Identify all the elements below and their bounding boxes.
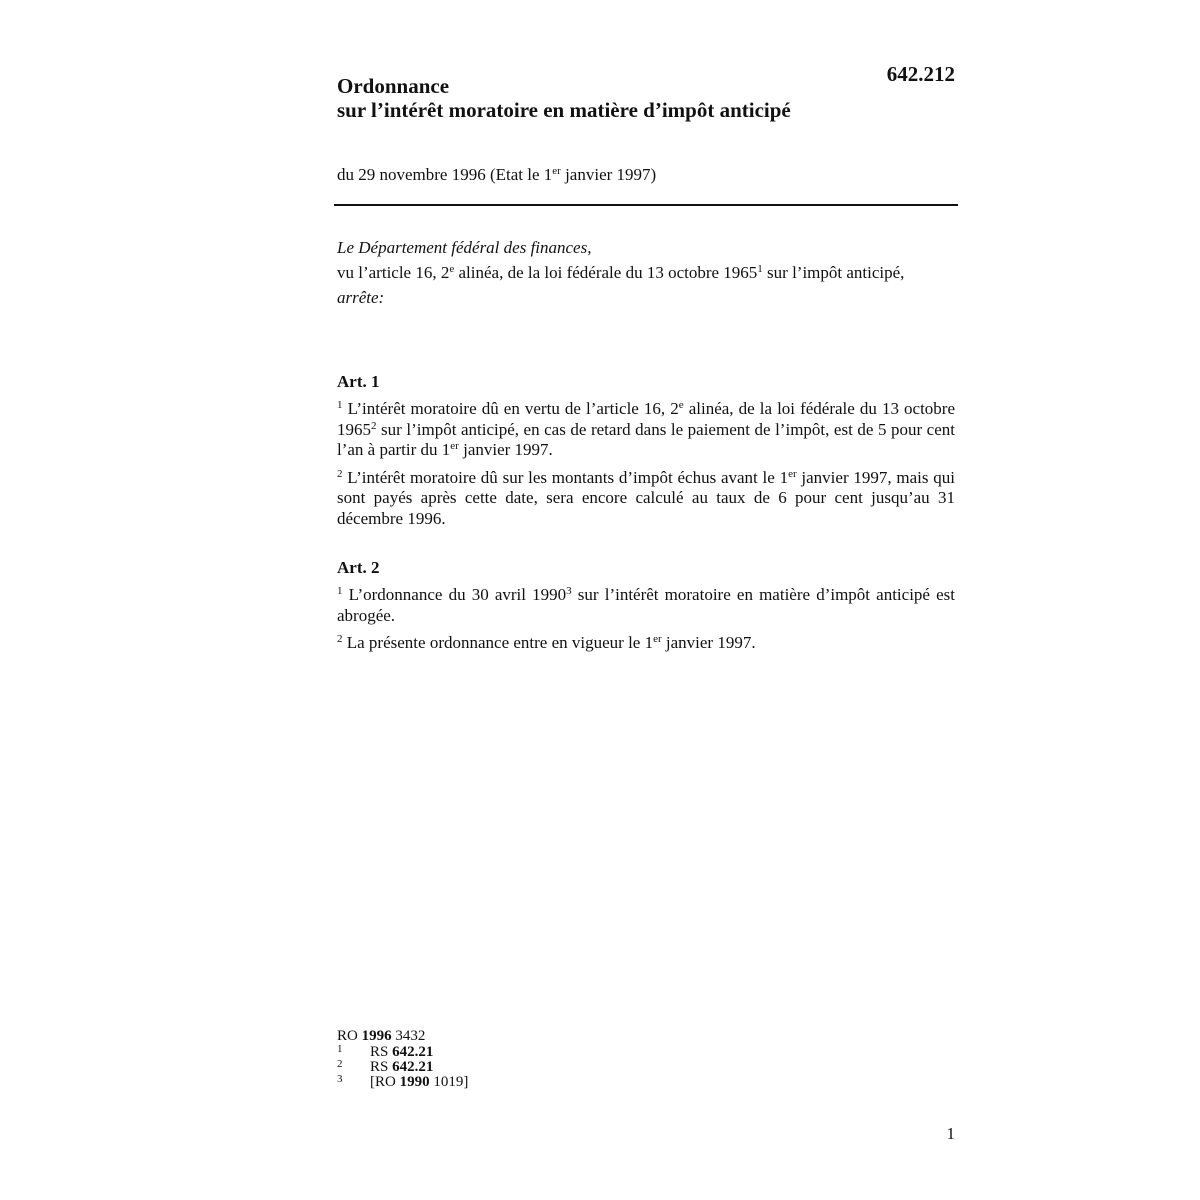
ro-year: 1996	[361, 1028, 392, 1044]
footnote-text: RS	[370, 1044, 393, 1060]
footnote-1: 1 RS 642.21	[337, 1043, 434, 1060]
footnote-3: 3 [RO 1990 1019]	[337, 1073, 469, 1090]
article-1-paragraph-1	[337, 399, 955, 461]
footnote-ref-3[interactable]: 3	[566, 585, 572, 597]
footnote-ref-1[interactable]: 1	[757, 263, 763, 275]
article-2-paragraph-2	[337, 633, 955, 654]
paragraph-text: L’intérêt moratoire dû sur les montants d’impôt échus avant le 1	[342, 467, 789, 487]
footnote-text: RS	[370, 1059, 393, 1075]
article-1	[337, 371, 955, 536]
paragraph-number: 2	[337, 467, 343, 480]
page-number: 1	[946, 1124, 955, 1143]
basis-sup: e	[449, 263, 455, 275]
paragraph-text: sur l’intérêt moratoire en matière d’impôt anticipé est abrogée.	[337, 585, 955, 625]
paragraph-number: 1	[337, 585, 343, 597]
footnote-ref-2[interactable]: 2	[371, 419, 377, 432]
document-date	[337, 164, 656, 186]
paragraph-text: L’intérêt moratoire dû en vertu de l’article 16, 2	[342, 399, 679, 418]
paragraph-text: sur l’impôt anticipé, en cas de retard dans le paiement de l’impôt, est de 5 pour cent l’an à partir du 1	[337, 419, 955, 459]
preamble	[337, 235, 957, 310]
date-suffix: janvier 1997)	[560, 165, 657, 184]
footnote-bold: 1990	[399, 1074, 430, 1090]
basis-text: vu l’article 16, 2	[337, 263, 450, 282]
sr-number: 642.212	[886, 62, 955, 86]
paragraph-text: janvier 1997.	[661, 633, 756, 652]
footnote-text: [RO	[370, 1074, 400, 1090]
article-2-heading: Art. 2	[337, 558, 380, 577]
paragraph-text: alinéa, de la loi fédérale du 13 octobre 1965	[337, 399, 955, 439]
superscript: er	[788, 467, 797, 480]
ro-page: 3432	[391, 1028, 426, 1044]
paragraph-text: La présente ordonnance entre en vigueur le 1	[342, 633, 654, 652]
date-sup: er	[552, 165, 561, 177]
ro-reference	[337, 1027, 737, 1045]
title-line-1: Ordonnance	[337, 74, 450, 98]
article-1-heading: Art. 1	[337, 372, 380, 391]
page-title	[337, 74, 897, 122]
header-divider	[334, 204, 958, 206]
basis-text: sur l’impôt anticipé,	[762, 263, 905, 282]
superscript: er	[653, 633, 662, 645]
basis-text: alinéa, de la loi fédérale du 13 octobre 1965	[454, 263, 758, 282]
paragraph-text: janvier 1997, mais qui sont payés après cette date, sera encore calculé au taux de 6 pour cent jusqu’au 31 décembre 1996.	[337, 467, 956, 528]
paragraph-text: L’ordonnance du 30 avril 1990	[342, 585, 567, 604]
paragraph-number: 2	[337, 633, 343, 645]
article-2	[337, 557, 955, 661]
preamble-legal-basis	[337, 260, 957, 285]
article-1-paragraph-2	[337, 468, 955, 530]
superscript: er	[450, 440, 459, 452]
footnote-bold: 642.21	[392, 1059, 434, 1075]
paragraph-text: janvier 1997.	[458, 440, 553, 459]
footnote-2: 2 RS 642.21	[337, 1058, 434, 1075]
ro-prefix: RO	[337, 1028, 362, 1044]
preamble-decree: arrête:	[337, 288, 385, 307]
preamble-authority: Le Département fédéral des finances,	[337, 238, 592, 257]
title-line-2: sur l’intérêt moratoire en matière d’impôt anticipé	[337, 98, 791, 122]
superscript: e	[678, 399, 684, 411]
footnotes	[337, 1027, 737, 1090]
paragraph-number: 1	[337, 399, 343, 411]
footnote-bold: 642.21	[392, 1044, 434, 1060]
footnote-text: 1019]	[429, 1074, 469, 1090]
date-prefix: du 29 novembre 1996 (Etat le 1	[337, 165, 553, 184]
article-2-paragraph-1	[337, 585, 955, 626]
